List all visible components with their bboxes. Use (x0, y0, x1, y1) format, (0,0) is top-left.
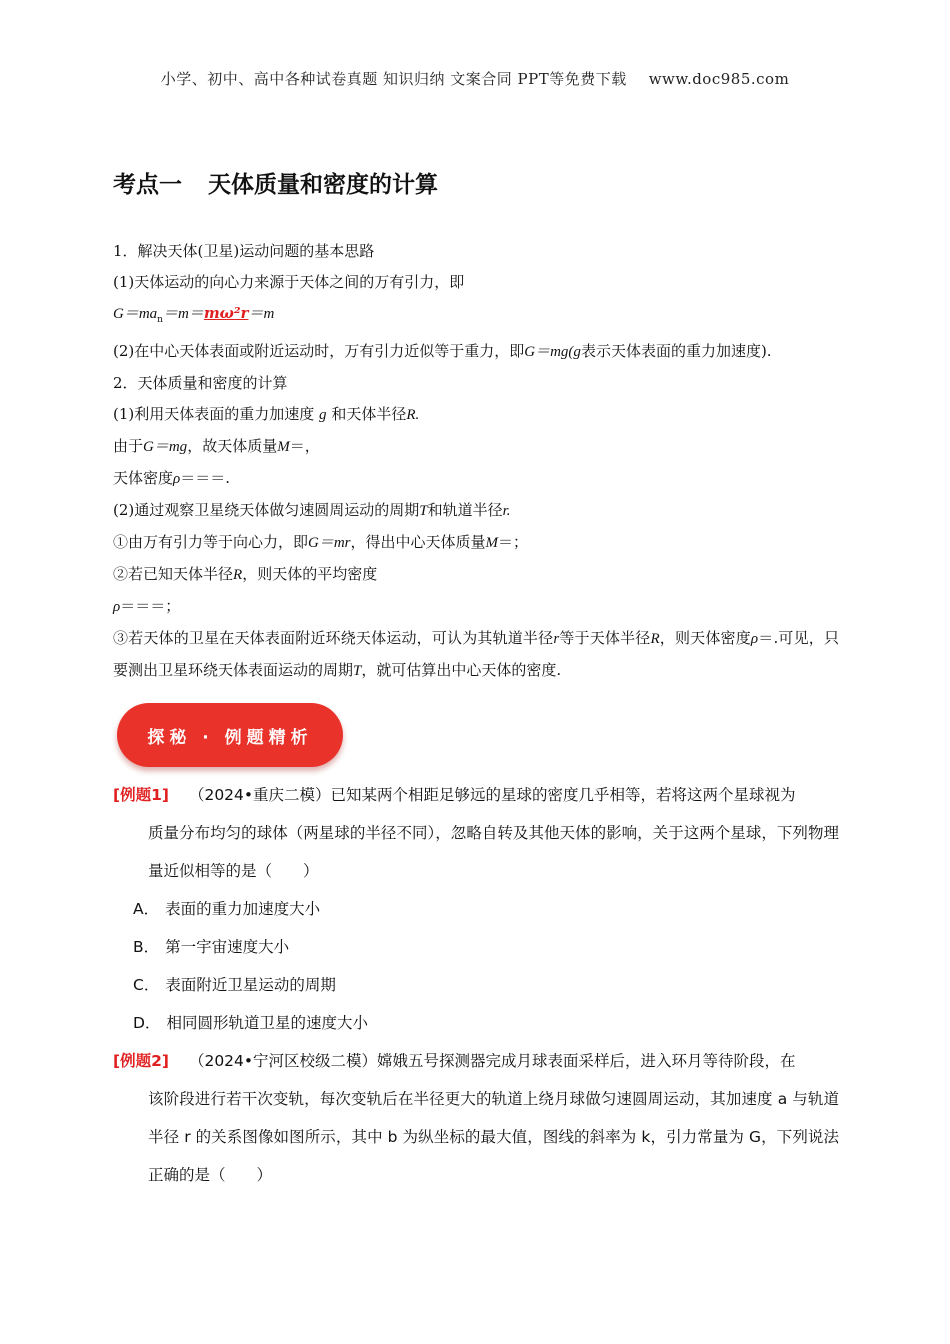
knowledge-content (113, 236, 839, 687)
section-heading: 天体质量和密度的计算 (208, 172, 438, 198)
content-line: 天体密度ρ＝＝＝. (113, 469, 230, 487)
content-line: ②若已知天体半径R，则天体的平均密度 (113, 565, 378, 583)
highlight-formula: mω²r (203, 304, 249, 322)
option-c[interactable]: C． 表面附近卫星运动的周期 (133, 976, 336, 994)
content-line: ③若天体的卫星在天体表面附近环绕天体运动，可认为其轨道半径r等于天体半径R，则天体密度ρ＝.可见，只要测出卫星环绕天体表面运动的周期T，就可估算出中心天体的密度. (113, 629, 839, 679)
example-item (113, 776, 839, 1042)
content-line: 由于G＝mg，故天体质量M＝， (113, 437, 320, 455)
content-line: 1．解决天体(卫星)运动问题的基本思路 (113, 242, 375, 260)
example-question: （2024•宁河区校级二模）嫦娥五号探测器完成月球表面采样后，进入环月等待阶段，在 (188, 1052, 796, 1070)
content-line: ρ＝＝＝； (113, 597, 181, 615)
example-section-banner: 探秘 · 例题精析 (117, 703, 343, 767)
option-a[interactable]: A． 表面的重力加速度大小 (133, 900, 321, 918)
content-line: (1)利用天体表面的重力加速度 g 和天体半径R. (113, 405, 420, 423)
option-d[interactable]: D． 相同圆形轨道卫星的速度大小 (133, 1014, 368, 1032)
example-tag: [例题2] (113, 1052, 169, 1070)
header-text: 小学、初中、高中各种试卷真题 知识归纳 文案合同 PPT等免费下载 (160, 70, 627, 88)
header-website-link[interactable]: www.doc985.com (648, 70, 790, 88)
content-line: ①由万有引力等于向心力，即G＝mr，得出中心天体质量M＝； (113, 533, 529, 551)
example-item (113, 1042, 839, 1194)
example-question-continued: 该阶段进行若干次变轨，每次变轨后在半径更大的轨道上绕月球做匀速圆周运动，其加速度 a 与轨道半径 r 的关系图像如图所示，其中 b 为纵坐标的最大值，图线的斜率为 k，引力常量为 G，下列说法正确的是（ ） (148, 1090, 839, 1184)
formula-line: $G=ma_n=m=m\omega^2r=m$ (113, 304, 275, 325)
section-number: 考点一 (113, 172, 182, 198)
content-line: 2．天体质量和密度的计算 (113, 374, 288, 392)
section-title (113, 166, 438, 199)
page-header (0, 68, 950, 89)
content-line: (2)在中心天体表面或附近运动时，万有引力近似等于重力，即G＝mg(g表示天体表面的重力加速度). (113, 342, 772, 360)
content-line: (1)天体运动的向心力来源于天体之间的万有引力，即 (113, 273, 465, 291)
examples-list (113, 776, 839, 1194)
option-b[interactable]: B． 第一宇宙速度大小 (133, 938, 290, 956)
content-line: (2)通过观察卫星绕天体做匀速圆周运动的周期T和轨道半径r. (113, 501, 511, 519)
example-tag: [例题1] (113, 786, 169, 804)
example-question: （2024•重庆二模）已知某两个相距足够远的星球的密度几乎相等，若将这两个星球视为 (188, 786, 796, 804)
example-question-continued: 质量分布均匀的球体（两星球的半径不同），忽略自转及其他天体的影响，关于这两个星球，下列物理量近似相等的是（ ） (148, 824, 839, 880)
